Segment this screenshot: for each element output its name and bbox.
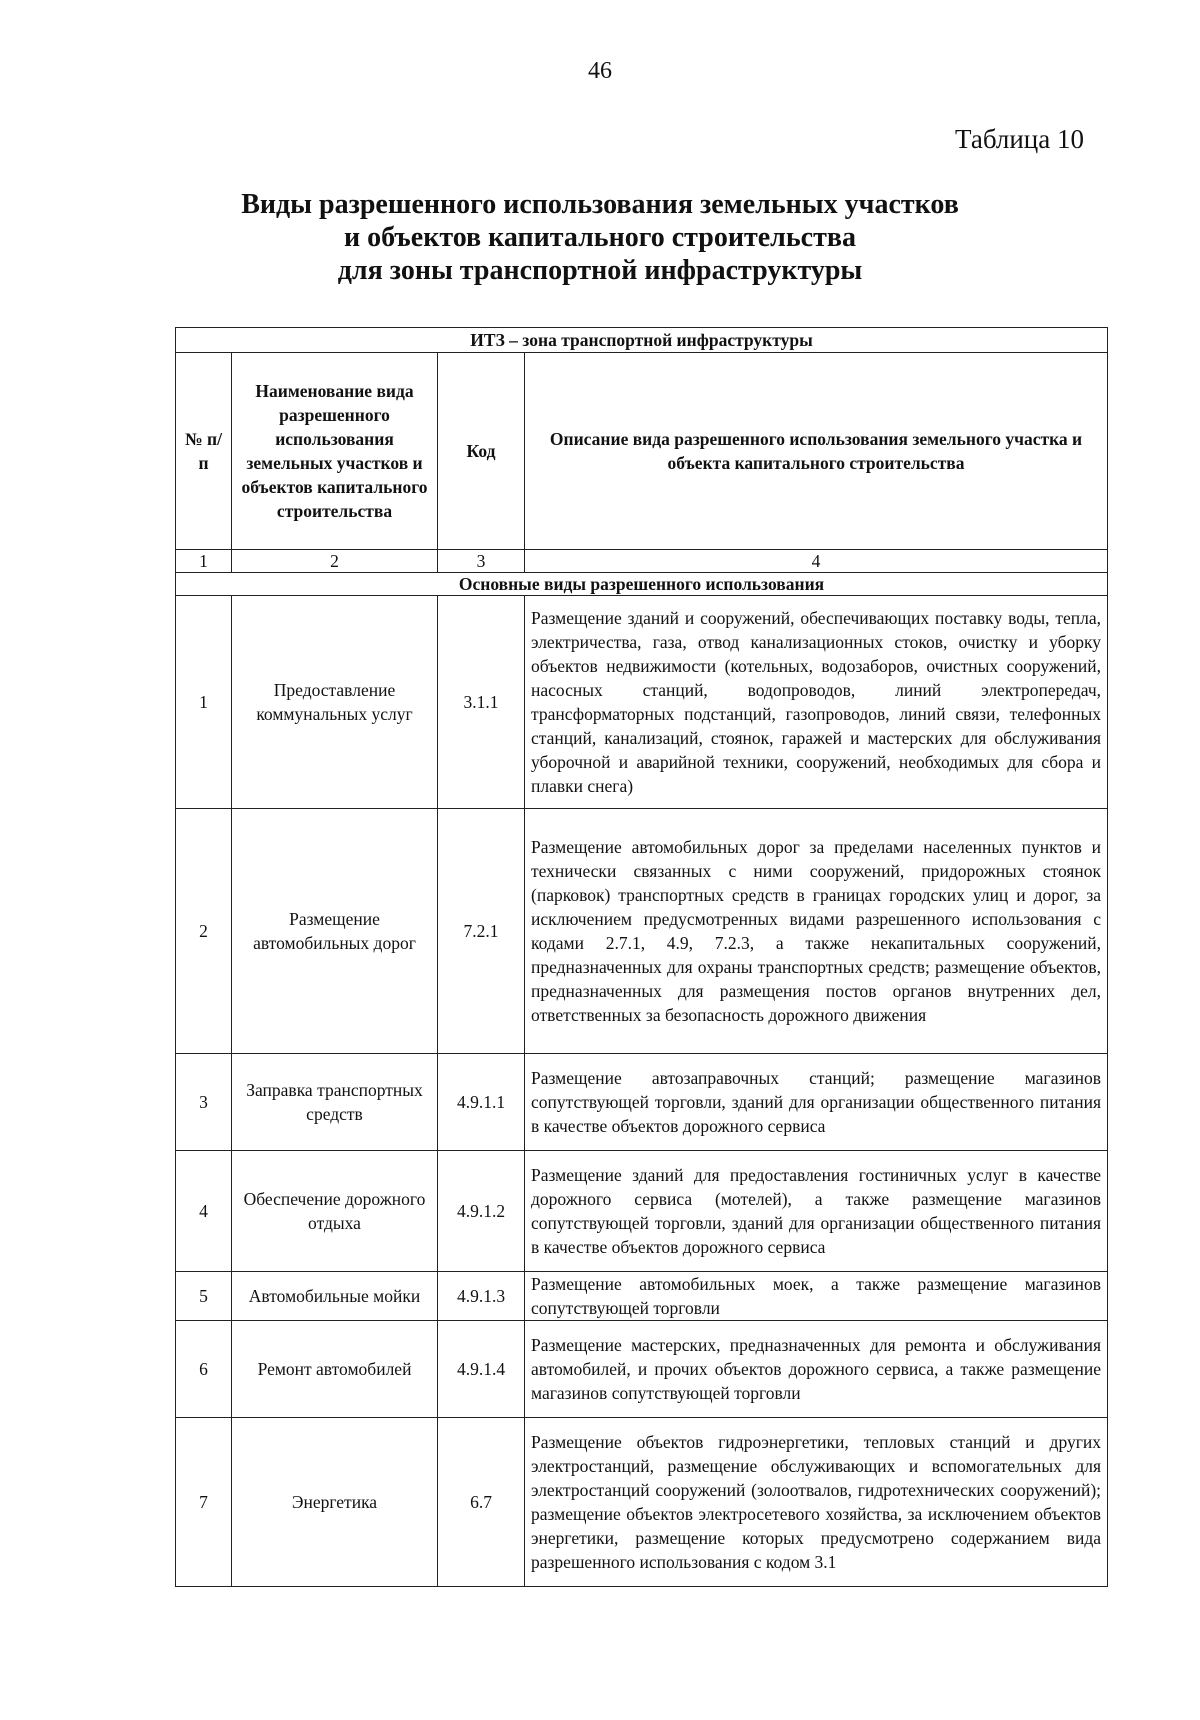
- row-code: 4.9.1.2: [438, 1151, 525, 1272]
- row-description: Размещение автомобильных дорог за пределами населенных пунктов и технически связанных с ними сооружений, придорожных стоянок (парковок) транспортных средств в границах городских улиц и дорог, за исключением предусмотренных видами разрешенного использования с кодами 2.7.1, 4.9, 7.2.3, а также некапитальных сооружений, предназначенных для охраны транспортных средств; размещение объектов, предназначенных для размещения постов органов внутренних дел, ответственных за безопасность дорожного движения: [525, 809, 1108, 1054]
- row-num: 1: [176, 596, 232, 809]
- row-code: 3.1.1: [438, 596, 525, 809]
- row-num: 7: [176, 1418, 232, 1587]
- section-row: [176, 573, 1108, 596]
- column-index: 3: [438, 550, 525, 573]
- title-line-2: и объектов капитального строительства: [344, 222, 856, 253]
- table-row: [176, 596, 1108, 809]
- column-index: 4: [525, 550, 1108, 573]
- land-use-table: [175, 327, 1108, 1587]
- row-num: 3: [176, 1054, 232, 1151]
- table-label: Таблица 10: [955, 124, 1084, 154]
- table-row: [176, 1418, 1108, 1587]
- table-row: [176, 1272, 1108, 1321]
- header-description: Описание вида разрешенного использования земельного участка и объекта капитального строительства: [525, 353, 1108, 550]
- row-num: 5: [176, 1272, 232, 1321]
- table-row: [176, 1321, 1108, 1418]
- row-name: Автомобильные мойки: [232, 1272, 438, 1321]
- column-index-row: [176, 550, 1108, 573]
- row-description: Размещение объектов гидроэнергетики, тепловых станций и других электростанций, размещение обслуживающих и вспомогательных для электростанций сооружений (золоотвалов, гидротехнических сооружений); размещение объектов электросетевого хозяйства, за исключением объектов энергетики, размещение которых предусмотрено содержанием вида разрешенного использования с кодом 3.1: [525, 1418, 1108, 1587]
- page-number: 46: [588, 58, 612, 84]
- title-line-1: Виды разрешенного использования земельных участков: [241, 189, 959, 220]
- header-num: № п/п: [176, 353, 232, 550]
- zone-header: ИТЗ – зона транспортной инфраструктуры: [176, 328, 1108, 353]
- column-index: 2: [232, 550, 438, 573]
- row-description: Размещение автозаправочных станций; размещение магазинов сопутствующей торговли, зданий для организации общественного питания в качестве объектов дорожного сервиса: [525, 1054, 1108, 1151]
- row-name: Заправка транспортных средств: [232, 1054, 438, 1151]
- row-name: Ремонт автомобилей: [232, 1321, 438, 1418]
- row-code: 4.9.1.1: [438, 1054, 525, 1151]
- row-code: 6.7: [438, 1418, 525, 1587]
- table-row: [176, 1054, 1108, 1151]
- table-row: [176, 1151, 1108, 1272]
- row-name: Предоставление коммунальных услуг: [232, 596, 438, 809]
- zone-header-row: [176, 328, 1108, 353]
- row-description: Размещение зданий для предоставления гостиничных услуг в качестве дорожного сервиса (мотелей), а также размещение магазинов сопутствующей торговли, зданий для организации общественного питания в качестве объектов дорожного сервиса: [525, 1151, 1108, 1272]
- row-code: 7.2.1: [438, 809, 525, 1054]
- row-num: 4: [176, 1151, 232, 1272]
- document-title: [0, 188, 1200, 287]
- title-line-3: для зоны транспортной инфраструктуры: [337, 255, 863, 286]
- row-name: Обеспечение дорожного отдыха: [232, 1151, 438, 1272]
- row-description: Размещение мастерских, предназначенных для ремонта и обслуживания автомобилей, и прочих объектов дорожного сервиса, а также размещение магазинов сопутствующей торговли: [525, 1321, 1108, 1418]
- header-code: Код: [438, 353, 525, 550]
- row-name: Энергетика: [232, 1418, 438, 1587]
- section-title: Основные виды разрешенного использования: [176, 573, 1108, 596]
- row-description: Размещение зданий и сооружений, обеспечивающих поставку воды, тепла, электричества, газа, отвод канализационных стоков, очистку и уборку объектов недвижимости (котельных, водозаборов, очистных сооружений, насосных станций, водопроводов, линий электропередач, трансформаторных подстанций, газопроводов, линий связи, телефонных станций, канализаций, стоянок, гаражей и мастерских для обслуживания уборочной и аварийной техники, сооружений, необходимых для сбора и плавки снега): [525, 596, 1108, 809]
- row-code: 4.9.1.4: [438, 1321, 525, 1418]
- column-index: 1: [176, 550, 232, 573]
- table-row: [176, 809, 1108, 1054]
- row-num: 6: [176, 1321, 232, 1418]
- header-name: Наименование вида разрешенного использования земельных участков и объектов капитального строительства: [232, 353, 438, 550]
- header-row: [176, 353, 1108, 550]
- row-description: Размещение автомобильных моек, а также размещение магазинов сопутствующей торговли: [525, 1272, 1108, 1321]
- row-name: Размещение автомобильных дорог: [232, 809, 438, 1054]
- row-code: 4.9.1.3: [438, 1272, 525, 1321]
- row-num: 2: [176, 809, 232, 1054]
